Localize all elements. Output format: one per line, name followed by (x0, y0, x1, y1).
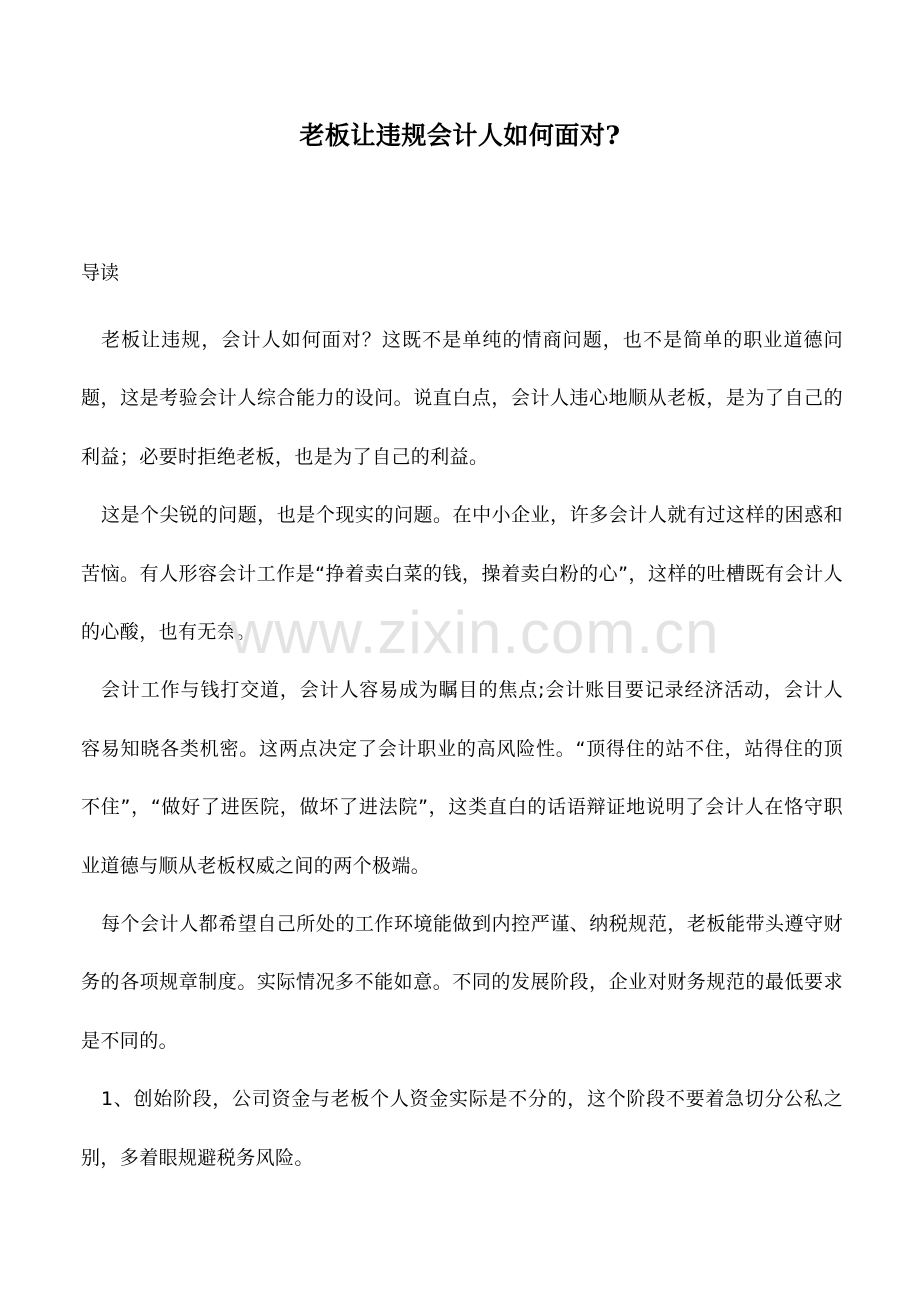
document-title: 老板让违规会计人如何面对? (299, 121, 621, 150)
paragraph: 老板让违规，会计人如何面对？这既不是单纯的情商问题，也不是简单的职业道德问题，这是考验会计人综合能力的设问。说直白点，会计人违心地顺从老板，是为了自己的利益；必要时拒绝老板，也是为了自己的利益。 (81, 329, 843, 468)
intro-label: 导读 (81, 262, 120, 284)
watermark: www.zixin.com.cn (230, 599, 720, 666)
paragraph: 这是个尖锐的问题，也是个现实的问题。在中小企业，许多会计人就有过这样的困惑和苦恼。有人形容会计工作是“挣着卖白菜的钱，操着卖白粉的心”，这样的吐槽既有会计人的心酸，也有无奈。 (81, 504, 843, 644)
document-body (81, 311, 843, 1187)
paragraph: 会计工作与钱打交道，会计人容易成为瞩目的焦点;会计账目要记录经济活动，会计人容易知晓各类机密。这两点决定了会计职业的高风险性。“顶得住的站不住，站得住的顶不住”，“做好了进医院，做坏了进法院”，这类直白的话语辩证地说明了会计人在恪守职业道德与顺从老板权威之间的两个极端。 (81, 679, 843, 877)
paragraph: 每个会计人都希望自己所处的工作环境能做到内控严谨、纳税规范，老板能带头遵守财务的各项规章制度。实际情况多不能如意。不同的发展阶段，企业对财务规范的最低要求是不同的。 (81, 913, 843, 1052)
paragraph: 1、创始阶段，公司资金与老板个人资金实际是不分的，这个阶段不要着急切分公私之别，多着眼规避税务风险。 (81, 1088, 843, 1169)
